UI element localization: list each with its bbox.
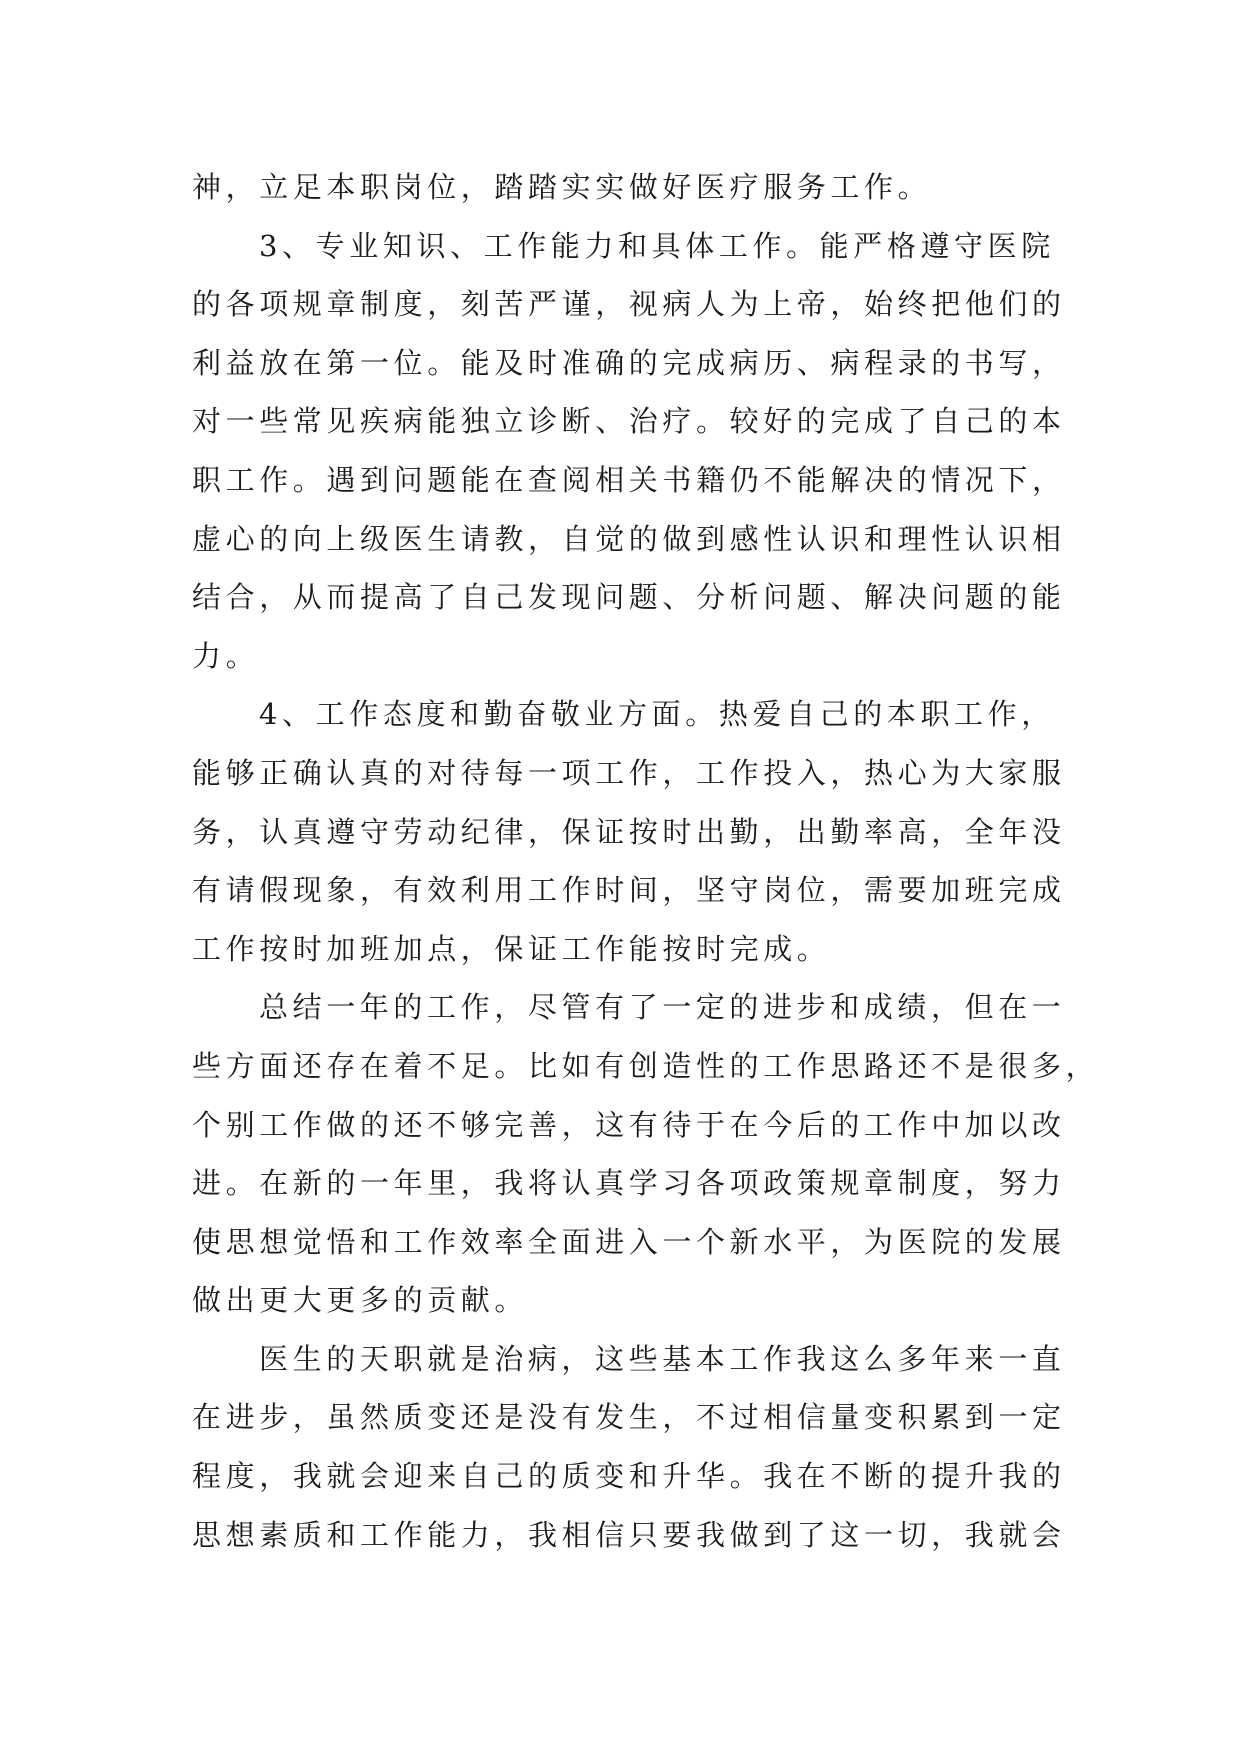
text-line: 些方面还存在着不足。比如有创造性的工作思路还不是很多， — [192, 1048, 1100, 1083]
text-line: 做出更大更多的贡献。 — [192, 1283, 529, 1318]
text-line: 对一些常见疾病能独立诊断、治疗。较好的完成了自己的本 — [192, 404, 1066, 439]
text-line: 医生的天职就是治病，这些基本工作我这么多年来一直 — [259, 1341, 1066, 1376]
text-line: 利益放在第一位。能及时准确的完成病历、病程录的书写， — [192, 345, 1066, 380]
text-line: 的各项规章制度，刻苦严谨，视病人为上帝，始终把他们的 — [192, 287, 1066, 322]
text-line: 进。在新的一年里，我将认真学习各项政策规章制度，努力 — [192, 1166, 1066, 1201]
text-line: 力。 — [192, 638, 260, 673]
text-line: 虚心的向上级医生请教，自觉的做到感性认识和理性认识相 — [192, 521, 1066, 556]
text-line: 工作按时加班加点，保证工作能按时完成。 — [192, 931, 831, 966]
body-text — [192, 158, 1100, 1564]
text-line: 职工作。遇到问题能在查阅相关书籍仍不能解决的情况下， — [192, 462, 1066, 497]
text-line: 4、工作态度和勤奋敬业方面。热爱自己的本职工作， — [259, 697, 1055, 732]
text-line: 在进步，虽然质变还是没有发生，不过相信量变积累到一定 — [192, 1400, 1066, 1435]
text-line: 结合，从而提高了自己发现问题、分析问题、解决问题的能 — [192, 580, 1066, 615]
text-line: 能够正确认真的对待每一项工作，工作投入，热心为大家服 — [192, 755, 1066, 790]
text-line: 神，立足本职岗位，踏踏实实做好医疗服务工作。 — [192, 170, 932, 204]
text-line: 思想素质和工作能力，我相信只要我做到了这一切，我就会 — [192, 1517, 1066, 1552]
text-line: 个别工作做的还不够完善，这有待于在今后的工作中加以改 — [192, 1107, 1066, 1142]
text-line: 使思想觉悟和工作效率全面进入一个新水平，为医院的发展 — [192, 1224, 1066, 1259]
text-line: 总结一年的工作，尽管有了一定的进步和成绩，但在一 — [259, 990, 1066, 1025]
text-line: 程度，我就会迎来自己的质变和升华。我在不断的提升我的 — [192, 1459, 1066, 1494]
text-line: 有请假现象，有效利用工作时间，坚守岗位，需要加班完成 — [192, 873, 1066, 908]
text-line: 3、专业知识、工作能力和具体工作。能严格遵守医院 — [259, 228, 1055, 263]
text-line: 务，认真遵守劳动纪律，保证按时出勤，出勤率高，全年没 — [192, 814, 1066, 849]
